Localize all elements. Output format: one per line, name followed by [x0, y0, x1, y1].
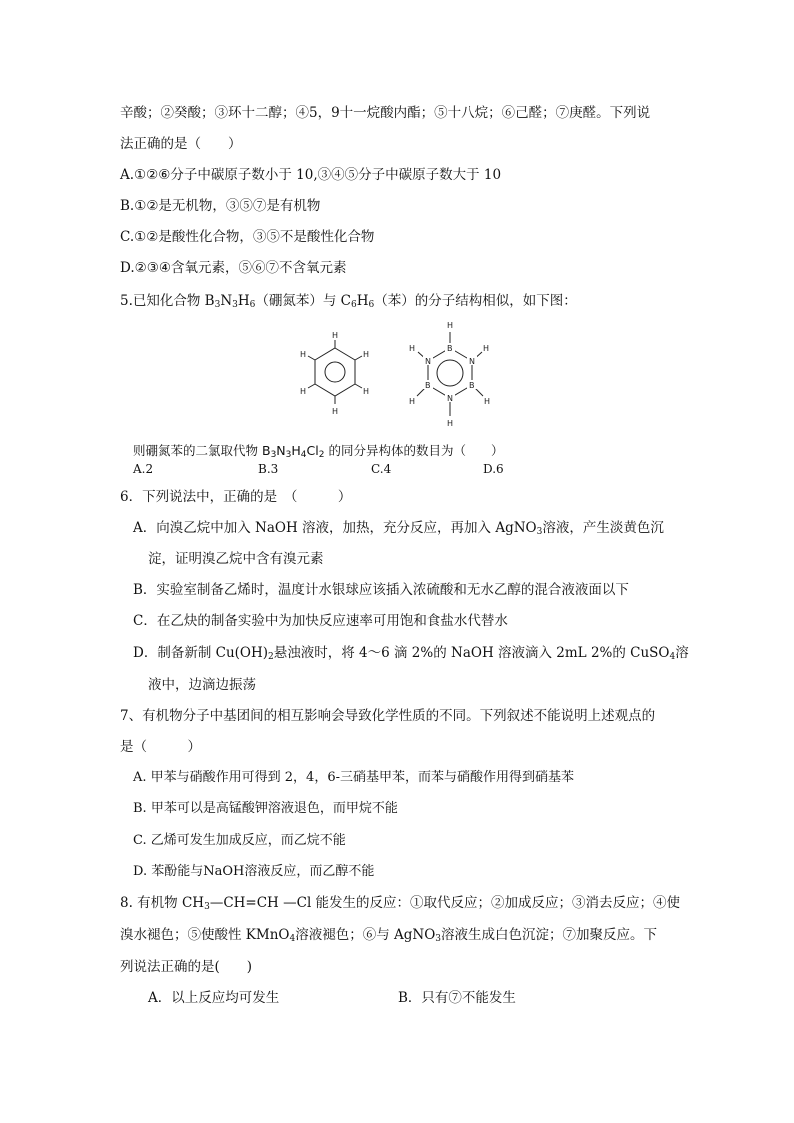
q5-option-d: D.6 [483, 462, 504, 476]
q4-option-a: A.①②⑥分子中碳原子数小于 10,③④⑤分子中碳原子数大于 10 [120, 167, 502, 183]
q6-option-a-line2: 淀，证明溴乙烷中含有溴元素 [148, 551, 324, 567]
borazine-h-lower-left: H [409, 397, 416, 406]
borazine-n-upper-right: N [469, 357, 475, 366]
q8-stem-line1: 8. 有机物 $CH_3—CH=CH$ —Cl 能发生的反应：①取代反应；②加成反应；③消去反应；④使 [120, 895, 681, 912]
q7-option-a: A. 甲苯与硝酸作用可得到 2，4，6-三硝基甲苯，而苯与硝酸作用得到硝基苯 [133, 770, 574, 785]
borazine-h-bottom: H [447, 419, 454, 428]
borazine-n-bottom: N [447, 394, 453, 403]
borazine-b-lower-right: B [469, 381, 475, 390]
q7-option-b: B. 甲苯可以是高锰酸钾溶液退色，而甲烷不能 [133, 801, 398, 816]
q8-option-a: A．以上反应均可发生 [148, 990, 280, 1006]
q5-stem: 5.已知化合物 $B_3N_3H_6$（硼氮苯）与 $C_6H_6$（苯）的分子结构相似，如下图： [120, 293, 577, 310]
q7-stem-line1: 7、有机物分子中基团间的相互影响会导致化学性质的不同。下列叙述不能说明上述观点的 [120, 708, 656, 724]
q4-option-d: D.②③④含氧元素，⑤⑥⑦不含氧元素 [120, 260, 347, 276]
borazine-h-top: H [447, 321, 454, 330]
benzene-structure [300, 331, 369, 416]
q8-option-b: B．只有⑦不能发生 [398, 990, 516, 1006]
benzene-h-lower-right: H [363, 387, 370, 396]
q8-stem-line2: 溴水褪色；⑤使酸性 KMnO$_4$溶液褪色；⑥与 AgNO$_3$溶液生成白色沉淀；⑦加聚反应。下 [120, 927, 657, 944]
q6-option-b: B．实验室制备乙烯时，温度计水银球应该插入浓硫酸和无水乙醇的混合液液面以下 [133, 582, 629, 598]
q4-stem-line2: 法正确的是（ ） [120, 136, 242, 152]
q5-question: 则硼氮苯的二氯取代物 $B_3N_3H_4Cl_2$ 的同分异构体的数目为（ ） [133, 443, 504, 460]
q4-option-c: C.①②是酸性化合物，③⑤不是酸性化合物 [120, 229, 375, 245]
borazine-b-top: B [447, 344, 453, 353]
molecule-diagrams [290, 318, 510, 438]
q5-option-c: C.4 [371, 462, 392, 476]
q7-stem-line2: 是（ ） [120, 739, 201, 755]
borazine-n-upper-left: N [425, 357, 431, 366]
q4-option-b: B.①②是无机物，③⑤⑦是有机物 [120, 198, 321, 214]
q7-option-d: D. 苯酚能与NaOH溶液反应，而乙醇不能 [133, 864, 375, 879]
borazine-h-upper-left: H [409, 344, 416, 353]
q6-stem: 6．下列说法中，正确的是 （ ） [120, 489, 352, 505]
q6-option-d-line2: 液中，边滴边振荡 [148, 677, 256, 693]
borazine-h-lower-right: H [484, 397, 491, 406]
benzene-h-upper-right: H [363, 350, 370, 359]
borazine-h-upper-right: H [483, 344, 490, 353]
benzene-h-upper-left: H [300, 350, 307, 359]
q6-option-a-line1: A．向溴乙烷中加入 NaOH 溶液，加热，充分反应，再加入 AgNO$_3$溶液，产生淡黄色沉 [133, 520, 664, 537]
q5-option-b: B.3 [258, 462, 279, 476]
benzene-h-top: H [332, 331, 339, 340]
q6-option-d-line1: D．制备新制 $Cu(OH)_2$悬浊液时，将 4～6 滴 2%的 NaOH 溶液滴入 2mL 2%的 CuSO$_4$溶 [133, 645, 689, 662]
borazine-structure [409, 321, 490, 428]
q6-option-c: C．在乙炔的制备实验中为加快反应速率可用饱和食盐水代替水 [133, 613, 508, 629]
q7-option-c: C. 乙烯可发生加成反应，而乙烷不能 [133, 833, 346, 848]
benzene-h-bottom: H [332, 407, 339, 416]
q8-stem-line3: 列说法正确的是( ) [120, 959, 253, 975]
q4-stem-line1: 辛酸；②癸酸；③环十二醇；④5，9十一烷酸内酯；⑤十八烷；⑥己醛；⑦庚醛。下列说 [120, 105, 651, 121]
q5-option-a: A.2 [133, 462, 154, 476]
borazine-b-lower-left: B [425, 381, 431, 390]
benzene-h-lower-left: H [300, 387, 307, 396]
